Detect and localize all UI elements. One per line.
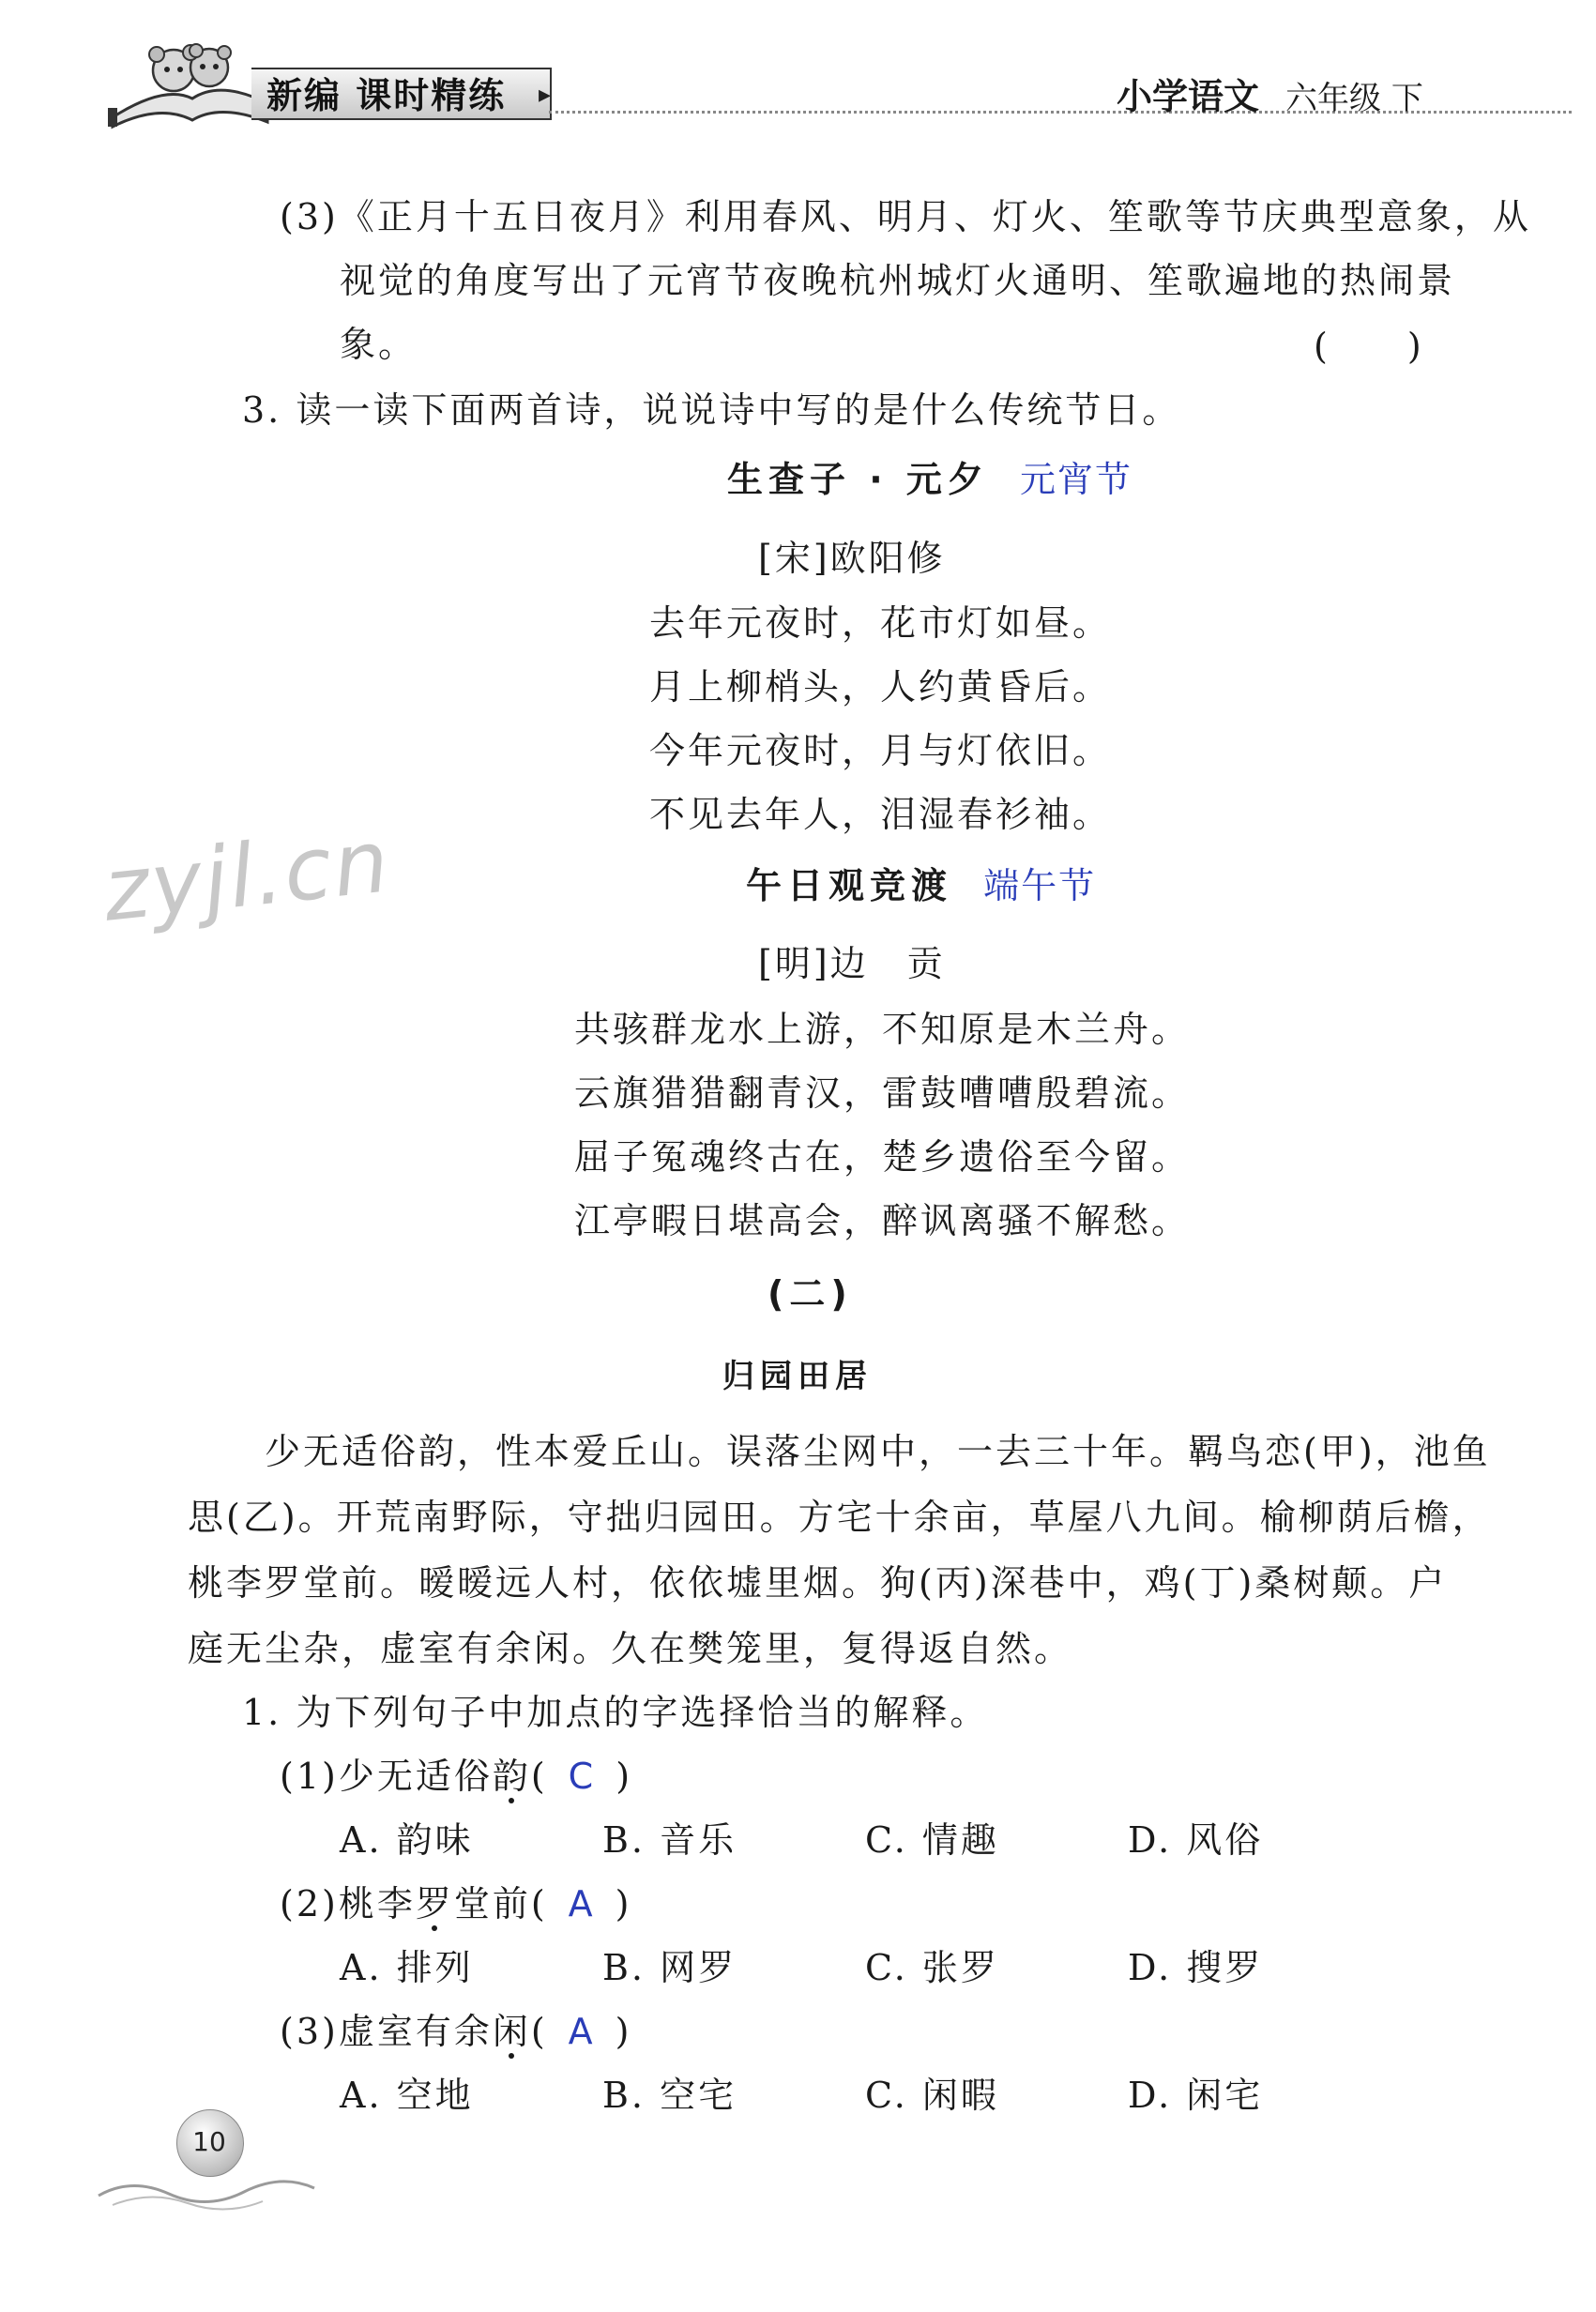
option: C. 张罗 <box>865 1947 999 1988</box>
dotted-char: 闲 <box>492 2011 531 2052</box>
option: A. 韵味 <box>340 1819 474 1861</box>
option: D. 闲宅 <box>1128 2075 1264 2116</box>
subject-grade <box>1117 68 1423 119</box>
poem2-author: [明]边 贡 <box>758 943 946 984</box>
poem2-line: 云旗猎猎翻青汉，雷鼓嘈嘈殷碧流。 <box>574 1072 1191 1114</box>
question-1: 1. 为下列句子中加点的字选择恰当的解释。 <box>242 1692 989 1733</box>
option: C. 闲暇 <box>865 2075 999 2116</box>
option: A. 空地 <box>340 2075 474 2116</box>
stem-text: ( <box>530 1756 548 1797</box>
option: B. 网罗 <box>602 1947 737 1988</box>
header-book-logo-icon <box>108 28 272 131</box>
stem-text: ( <box>530 2011 548 2052</box>
item3-line1: (3)《正月十五日夜月》利用春风、明月、灯火、笙歌等节庆典型意象，从 <box>280 196 1531 237</box>
poem1-answer: 元宵节 <box>1020 459 1133 500</box>
passage-line: 庭无尘杂，虚室有余闲。久在樊笼里，复得返自然。 <box>188 1628 1073 1669</box>
option: D. 搜罗 <box>1128 1947 1264 1988</box>
page-number: 10 <box>192 2126 226 2157</box>
stem-text: (1)少无适俗 <box>280 1756 493 1797</box>
passage-line: 少无适俗韵，性本爱丘山。误落尘网中，一去三十年。羁鸟恋(甲)，池鱼 <box>265 1431 1491 1472</box>
sub-question-1 <box>280 1756 633 1797</box>
poem2-answer: 端午节 <box>983 865 1097 906</box>
option: A. 排列 <box>340 1947 474 1988</box>
sub-question-3 <box>280 2011 632 2052</box>
poem2-line: 屈子冤魂终古在，楚乡遗俗至今留。 <box>574 1136 1191 1178</box>
question-3: 3. 读一读下面两首诗，说说诗中写的是什么传统节日。 <box>242 389 1181 431</box>
option: B. 音乐 <box>602 1819 737 1861</box>
poem1-line: 去年元夜时，花市灯如昼。 <box>649 602 1112 644</box>
stem-text: (3)虚室有余 <box>280 2011 493 2052</box>
stem-text: 堂前( <box>453 1883 548 1924</box>
poem2-line: 江亭暇日堪高会，醉讽离骚不解愁。 <box>574 1200 1191 1241</box>
subject-label: 小学语文 <box>1117 76 1260 117</box>
watermark: zyjl.cn <box>99 811 395 941</box>
dotted-char: 韵 <box>492 1756 531 1797</box>
stem-text: ) <box>615 2011 632 2052</box>
poem1-title-row <box>727 459 1133 500</box>
poem2-title-row <box>746 865 1097 906</box>
poem1-line: 不见去年人，泪湿春衫袖。 <box>649 794 1112 835</box>
dotted-char: 罗 <box>415 1883 454 1924</box>
item3-line3: 象。 <box>340 324 418 365</box>
passage-line: 桃李罗堂前。暧暧远人村，依依墟里烟。狗(丙)深巷中，鸡(丁)桑树颠。户 <box>188 1562 1448 1604</box>
poem2-line: 共骇群龙水上游，不知原是木兰舟。 <box>574 1009 1191 1050</box>
sub-question-2 <box>280 1883 632 1924</box>
stem-text: ) <box>615 1883 632 1924</box>
option: B. 空宅 <box>602 2075 737 2116</box>
arrow-right-icon: ▸ <box>539 81 552 109</box>
grade-label: 六年级 下 <box>1285 80 1423 117</box>
option: C. 情趣 <box>865 1819 999 1861</box>
header-left-bar <box>108 108 117 127</box>
answer-choice: A <box>568 2011 595 2052</box>
answer-choice: C <box>568 1756 596 1797</box>
poem2-title: 午日观竞渡 <box>746 865 953 906</box>
poem1-line: 今年元夜时，月与灯依旧。 <box>649 730 1112 771</box>
item3-answer-brackets: ( ) <box>1314 326 1424 367</box>
passage-line: 思(乙)。开荒南野际，守拙归园田。方宅十余亩，草屋八九间。榆柳荫后檐， <box>188 1497 1491 1538</box>
passage-title: 归园田居 <box>722 1358 873 1395</box>
poem1-line: 月上柳梢头，人约黄昏后。 <box>649 666 1112 707</box>
section-two-heading: (二) <box>768 1273 853 1315</box>
series-title: 新编 课时精练 <box>251 68 552 120</box>
stem-text: ) <box>616 1756 633 1797</box>
item3-line2: 视觉的角度写出了元宵节夜晚杭州城灯火通明、笙歌遍地的热闹景 <box>340 260 1456 301</box>
poem1-title: 生查子 · 元夕 <box>727 459 989 500</box>
answer-choice: A <box>568 1883 595 1924</box>
stem-text: (2)桃李 <box>280 1883 416 1924</box>
option: D. 风俗 <box>1128 1819 1264 1861</box>
poem1-author: [宋]欧阳修 <box>758 538 946 579</box>
